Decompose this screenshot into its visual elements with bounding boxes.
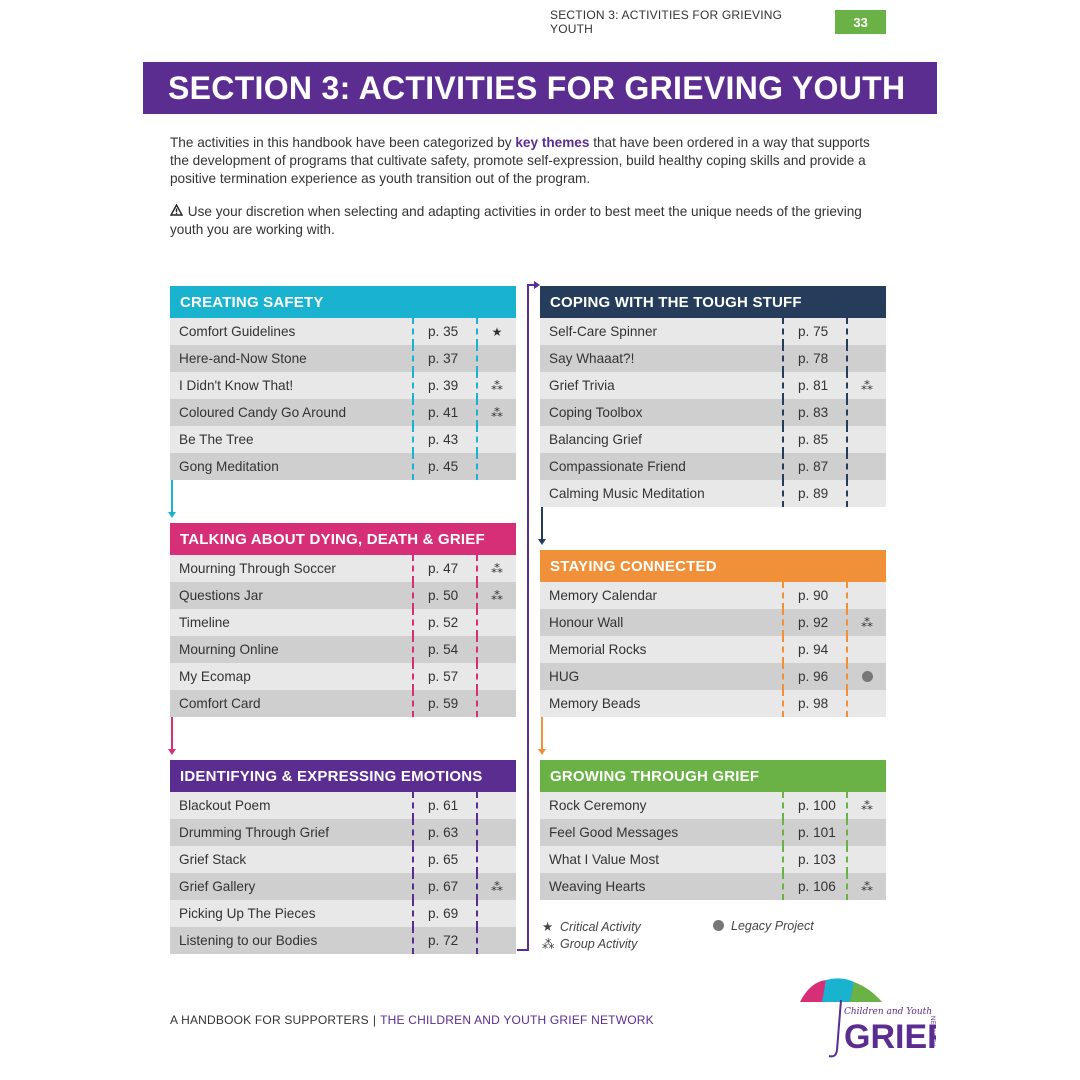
activity-page: p. 57 — [412, 663, 476, 690]
activity-row — [170, 846, 516, 873]
activity-type-icon — [846, 846, 886, 873]
activity-page: p. 90 — [782, 582, 846, 609]
activity-type-icon — [846, 318, 886, 345]
activity-row — [540, 609, 886, 636]
activity-row — [540, 690, 886, 717]
activity-page: p. 100 — [782, 792, 846, 819]
activity-name: Here-and-Now Stone — [179, 351, 307, 366]
activity-page: p. 94 — [782, 636, 846, 663]
activity-row — [540, 426, 886, 453]
activity-name: My Ecomap — [179, 669, 251, 684]
activity-row — [540, 480, 886, 507]
activity-type-icon — [476, 846, 516, 873]
activity-page: p. 106 — [782, 873, 846, 900]
intro-text-end: that have been ordered in a way that supports the development of programs that cultivate safety, promote self-expression, build healthy coping skills and provide a positive termination experience as youth transition out of the program. — [170, 135, 870, 186]
activity-page: p. 50 — [412, 582, 476, 609]
activity-row — [170, 582, 516, 609]
activity-page: p. 83 — [782, 399, 846, 426]
page-title: SECTION 3: ACTIVITIES FOR GRIEVING YOUTH — [168, 69, 906, 106]
activity-page: p. 75 — [782, 318, 846, 345]
footer-network-label: THE CHILDREN AND YOUTH GRIEF NETWORK — [380, 1013, 654, 1027]
intro-text-start: The activities in this handbook have been categorized by — [170, 135, 516, 150]
activity-type-icon: ⁂ — [846, 873, 886, 900]
activity-page: p. 61 — [412, 792, 476, 819]
activity-name: Grief Trivia — [549, 378, 615, 393]
logo-small-text: Children and Youth — [844, 1007, 933, 1017]
activity-row — [170, 690, 516, 717]
activity-type-icon — [846, 582, 886, 609]
legend-critical — [542, 919, 641, 934]
activity-list — [540, 318, 886, 507]
activity-row — [170, 636, 516, 663]
legacy-dot-icon — [713, 919, 731, 933]
activity-type-icon: ⁂ — [476, 555, 516, 582]
activity-name: Memory Beads — [549, 696, 641, 711]
activity-row — [170, 900, 516, 927]
activity-type-icon: ⁂ — [846, 609, 886, 636]
legend-group-label: Group Activity — [560, 937, 638, 951]
activity-row — [540, 636, 886, 663]
activity-type-icon — [846, 819, 886, 846]
logo-network-text: NETWORK — [929, 1016, 935, 1047]
running-title: SECTION 3: ACTIVITIES FOR GRIEVING YOUTH — [550, 8, 783, 36]
activity-type-icon: ⁂ — [476, 399, 516, 426]
activity-page: p. 89 — [782, 480, 846, 507]
activity-type-icon: ⁂ — [846, 792, 886, 819]
theme-growing-through-grief — [540, 760, 886, 900]
page-footer — [170, 1013, 654, 1027]
activity-row — [170, 609, 516, 636]
key-themes-highlight: key themes — [515, 135, 590, 150]
activity-type-icon — [476, 609, 516, 636]
theme-creating-safety — [170, 286, 516, 480]
legend-group — [542, 936, 637, 951]
activity-type-icon — [846, 690, 886, 717]
group-icon: ⁂ — [542, 937, 555, 951]
activity-page: p. 37 — [412, 345, 476, 372]
umbrella-icon — [796, 972, 936, 1072]
activity-name: Comfort Card — [179, 696, 261, 711]
activity-page: p. 35 — [412, 318, 476, 345]
legend-legacy-label: Legacy Project — [731, 919, 814, 933]
activity-page: p. 81 — [782, 372, 846, 399]
activity-name: Gong Meditation — [179, 459, 279, 474]
activity-row — [170, 399, 516, 426]
activity-page: p. 39 — [412, 372, 476, 399]
activity-type-icon: ⁂ — [476, 873, 516, 900]
activity-page: p. 43 — [412, 426, 476, 453]
activity-page: p. 92 — [782, 609, 846, 636]
footer-handbook-label: A HANDBOOK FOR SUPPORTERS — [170, 1013, 369, 1027]
activity-type-icon — [846, 480, 886, 507]
theme-identifying-emotions — [170, 760, 516, 954]
activity-name: Rock Ceremony — [549, 798, 647, 813]
logo-grief-text: GRIE — [844, 1018, 928, 1056]
activity-page: p. 47 — [412, 555, 476, 582]
theme-coping-tough-stuff — [540, 286, 886, 507]
theme-header: IDENTIFYING & EXPRESSING EMOTIONS — [170, 760, 516, 792]
activity-name: Grief Gallery — [179, 879, 256, 894]
activity-name: Be The Tree — [179, 432, 254, 447]
activity-name: Calming Music Meditation — [549, 486, 705, 501]
activity-type-icon — [476, 426, 516, 453]
activity-row — [540, 372, 886, 399]
activity-name: Honour Wall — [549, 615, 624, 630]
activity-page: p. 67 — [412, 873, 476, 900]
theme-header: STAYING CONNECTED — [540, 550, 886, 582]
activity-page: p. 101 — [782, 819, 846, 846]
activity-page: p. 85 — [782, 426, 846, 453]
activity-name: Feel Good Messages — [549, 825, 679, 840]
activity-page: p. 59 — [412, 690, 476, 717]
legacy-dot-icon — [846, 663, 886, 690]
activity-list — [540, 792, 886, 900]
activity-row — [170, 555, 516, 582]
activity-row — [170, 792, 516, 819]
activity-page: p. 52 — [412, 609, 476, 636]
activity-page: p. 96 — [782, 663, 846, 690]
activity-page: p. 63 — [412, 819, 476, 846]
theme-header: COPING WITH THE TOUGH STUFF — [540, 286, 886, 318]
activity-type-icon — [476, 663, 516, 690]
activity-name: Balancing Grief — [549, 432, 642, 447]
activity-type-icon — [846, 636, 886, 663]
activity-page: p. 72 — [412, 927, 476, 954]
activity-page: p. 98 — [782, 690, 846, 717]
activity-name: Say Whaaat?! — [549, 351, 635, 366]
activity-name: Listening to our Bodies — [179, 933, 318, 948]
activity-type-icon — [476, 345, 516, 372]
activity-name: Questions Jar — [179, 588, 263, 603]
activity-row — [540, 873, 886, 900]
activity-list — [170, 555, 516, 717]
activity-list — [170, 318, 516, 480]
activity-name: Memorial Rocks — [549, 642, 647, 657]
activity-type-icon — [846, 399, 886, 426]
activity-row — [170, 873, 516, 900]
activity-name: Blackout Poem — [179, 798, 271, 813]
activity-row — [170, 372, 516, 399]
activity-type-icon — [476, 792, 516, 819]
activity-row — [170, 345, 516, 372]
activity-name: Comfort Guidelines — [179, 324, 296, 339]
activity-row — [540, 846, 886, 873]
activity-name: I Didn't Know That! — [179, 378, 294, 393]
activity-type-icon: ⁂ — [476, 372, 516, 399]
activity-name: Mourning Online — [179, 642, 279, 657]
activity-list — [540, 582, 886, 717]
activity-type-icon: ⁂ — [846, 372, 886, 399]
activity-row — [540, 453, 886, 480]
activity-name: Picking Up The Pieces — [179, 906, 316, 921]
activity-type-icon — [476, 690, 516, 717]
activity-row — [170, 318, 516, 345]
activity-name: What I Value Most — [549, 852, 660, 867]
activity-row — [540, 399, 886, 426]
activity-type-icon — [476, 900, 516, 927]
activity-row — [540, 819, 886, 846]
page-number-badge: 33 — [835, 10, 886, 34]
activity-row — [170, 426, 516, 453]
activity-page: p. 45 — [412, 453, 476, 480]
activity-name: Compassionate Friend — [549, 459, 686, 474]
activity-page: p. 69 — [412, 900, 476, 927]
activity-row — [170, 819, 516, 846]
activity-row — [170, 663, 516, 690]
star-icon: ★ — [542, 920, 554, 934]
activity-list — [170, 792, 516, 954]
theme-talking-about-dying — [170, 523, 516, 717]
activity-type-icon: ⁂ — [476, 582, 516, 609]
activity-row — [540, 318, 886, 345]
activity-row — [540, 663, 886, 690]
activity-page: p. 41 — [412, 399, 476, 426]
activity-page: p. 78 — [782, 345, 846, 372]
activity-page: p. 103 — [782, 846, 846, 873]
theme-header: CREATING SAFETY — [170, 286, 516, 318]
legend-critical-label: Critical Activity — [560, 920, 641, 934]
activity-name: Drumming Through Grief — [179, 825, 330, 840]
theme-header: GROWING THROUGH GRIEF — [540, 760, 886, 792]
activity-row — [540, 582, 886, 609]
activity-row — [540, 345, 886, 372]
activity-row — [170, 453, 516, 480]
activity-name: Mourning Through Soccer — [179, 561, 336, 576]
activity-type-icon — [476, 819, 516, 846]
activity-type-icon — [846, 345, 886, 372]
activity-page: p. 65 — [412, 846, 476, 873]
activity-row — [170, 927, 516, 954]
activity-page: p. 54 — [412, 636, 476, 663]
activity-type-icon — [476, 927, 516, 954]
activity-name: Weaving Hearts — [549, 879, 646, 894]
activity-name: Timeline — [179, 615, 230, 630]
note-text: Use your discretion when selecting and adapting activities in order to best meet the unique needs of the grieving youth you are working with. — [170, 204, 862, 237]
footer-separator: | — [372, 1013, 377, 1027]
activity-name: Self-Care Spinner — [549, 324, 658, 339]
activity-type-icon — [476, 453, 516, 480]
theme-header: TALKING ABOUT DYING, DEATH & GRIEF — [170, 523, 516, 555]
activity-page: p. 87 — [782, 453, 846, 480]
activity-name: HUG — [549, 669, 580, 684]
theme-staying-connected — [540, 550, 886, 717]
activity-name: Coping Toolbox — [549, 405, 643, 420]
activity-name: Memory Calendar — [549, 588, 658, 603]
activity-type-icon — [476, 636, 516, 663]
grief-network-logo — [796, 972, 936, 1072]
activity-row — [540, 792, 886, 819]
activity-type-icon — [846, 453, 886, 480]
legend-legacy — [713, 919, 814, 933]
activity-type-icon: ★ — [476, 318, 516, 345]
activity-type-icon — [846, 426, 886, 453]
activity-name: Coloured Candy Go Around — [179, 405, 347, 420]
activity-name: Grief Stack — [179, 852, 247, 867]
